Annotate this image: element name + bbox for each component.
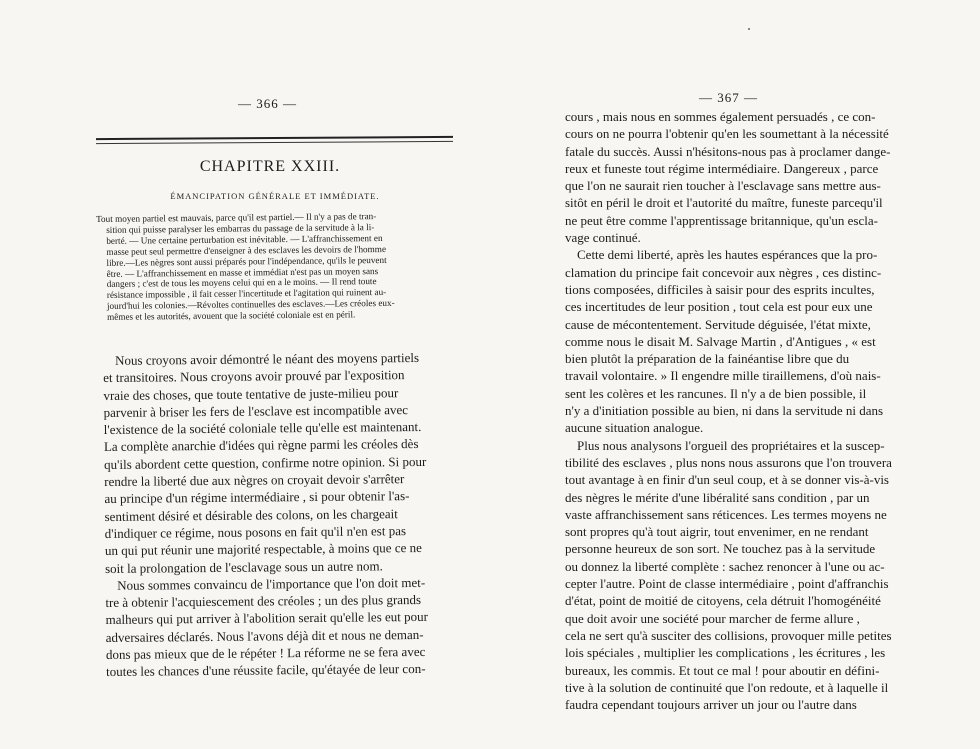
page-speck bbox=[748, 28, 750, 30]
text-line: ne peut être comme l'apprentissage britannique, qu'un escla- bbox=[565, 212, 878, 228]
text-line: cours , mais nous en sommes également persuadés , ce con- bbox=[565, 109, 876, 124]
text-line: tibilité des esclaves , plus nons nous assurons que l'on trouvera bbox=[565, 454, 892, 470]
text-line: vage continué. bbox=[565, 230, 641, 246]
summary-line: être. — L'affranchissement en masse et immédiat n'est pas un moyen sans bbox=[106, 265, 379, 279]
text-line: cela ne sert qu'à susciter des collisions, provoquer mille petites bbox=[565, 627, 892, 643]
text-line: des nègres le mérite d'une libéralité sans condition , par un bbox=[565, 489, 870, 505]
text-line: ou donnez la liberté complète : sachez renoncer à l'une ou ac- bbox=[565, 558, 885, 574]
text-line: parvenir à briser les fers de l'esclave est incompatible avec bbox=[103, 401, 409, 420]
text-line: et transitoires. Nous croyons avoir prouvé par l'exposition bbox=[103, 367, 405, 386]
summary-line: sition qui puisse paralyser les embarras du passage de la servitude à la li- bbox=[106, 221, 375, 235]
right-body-text bbox=[565, 108, 920, 713]
text-line: Cette demi liberté, après les hautes espérances que la pro- bbox=[577, 247, 878, 263]
text-line: clamation du principe fait concevoir aux nègres , ces distinc- bbox=[565, 264, 882, 280]
text-line: l'existence de la société coloniale telle qu'elle est maintenant. bbox=[103, 419, 422, 438]
header-rule-thin bbox=[96, 141, 453, 144]
text-line: fatale du succès. Aussi n'hésitons-nous pas à proclamer dange- bbox=[565, 143, 891, 159]
text-line: faudra cependant toujours arriver un jour ou l'autre dans bbox=[565, 697, 857, 713]
text-line: Nous sommes convaincu de l'importance que l'on doit met- bbox=[117, 574, 426, 593]
text-line: qu'ils abordent cette question, confirme notre opinion. Si pour bbox=[104, 453, 427, 472]
text-line: vaste affranchissement sans réticences. Les termes moyens ne bbox=[565, 506, 887, 522]
chapter-summary bbox=[96, 210, 451, 323]
text-line: n'y a d'initiation possible au bien, ni dans la servitude ni dans bbox=[565, 403, 884, 419]
summary-line: mêmes et les autorités, avouent que la société coloniale est en péril. bbox=[107, 309, 356, 323]
text-line: bureaux, les commis. Et tout ce mal ! pour aboutir en défini- bbox=[565, 662, 880, 678]
text-line: comme nous le disait M. Salvage Martin , d'Antigues , « est bbox=[565, 333, 876, 349]
text-line: adversaires déclarés. Nous l'avons déjà dit et nous ne deman- bbox=[105, 626, 424, 645]
text-line: malheurs qui put arriver à l'abolition serait qu'elle les eut pour bbox=[105, 609, 429, 628]
text-line: cepter l'autre. Point de classe intermédiaire , point d'affranchis bbox=[565, 576, 889, 592]
text-line: dons pas mieux que de le répéter ! La réforme ne se fera avec bbox=[105, 643, 426, 663]
text-line: sitôt en péril le droit et l'autorité du maître, funeste parcequ'il bbox=[565, 195, 883, 211]
header-rule-thick bbox=[96, 136, 453, 140]
text-line: lois spéciales , multiplier les complications , les écritures , les bbox=[565, 645, 886, 661]
text-line: travail volontaire. » Il engendre mille tiraillemens, d'où nais- bbox=[565, 368, 881, 384]
text-line: tions composées, difficiles à saisir pour des esprits incultes, bbox=[565, 281, 875, 297]
summary-line: berté. — Une certaine perturbation est inévitable. — L'affranchissement en bbox=[106, 232, 383, 246]
text-line: vraie des choses, que toute tentative de juste-milieu pour bbox=[103, 384, 399, 403]
page-number-left: — 366 — bbox=[238, 96, 297, 111]
text-line: bien plutôt la préparation de la fainéantise libre que du bbox=[565, 351, 850, 367]
text-line: tout avantage à en finir d'un seul coup, et à se donner vis-à-vis bbox=[565, 472, 889, 488]
chapter-title: CHAPITRE XXIII. bbox=[199, 158, 341, 175]
summary-line: jourd'hui les colonies.—Révoltes continuelles des esclaves.—Les créoles eux- bbox=[106, 298, 395, 312]
text-line: toutes les chances d'une réussite facile, qu'étayée de leur con- bbox=[105, 661, 426, 680]
text-line: sent les colères et les rancunes. Il n'y a de bien possible, il bbox=[565, 385, 867, 401]
text-line: reux et funeste tout régime intermédiaire. Dangereux , parce bbox=[565, 160, 879, 176]
text-line: cause de mécontentement. Servitude déguisée, l'état mixte, bbox=[565, 316, 871, 332]
text-line: Nous croyons avoir démontré le néant des moyens partiels bbox=[115, 349, 420, 368]
text-line: sont propres qu'à tout aigrir, tout envenimer, en ne rendant bbox=[565, 524, 869, 540]
text-line: que l'on ne saurait rien toucher à l'esclavage sans mettre aus- bbox=[565, 178, 881, 194]
chapter-subtitle: ÉMANCIPATION GÉNÉRALE ET IMMÉDIATE. bbox=[170, 191, 380, 201]
page-number-right: — 367 — bbox=[699, 90, 758, 105]
text-line: ces incertitudes de leur position , tout cela est pour eux une bbox=[565, 299, 873, 315]
summary-line: dangers ; c'est de tous les moyens celui qui en a le moins. — Il rend toute bbox=[106, 276, 377, 290]
text-line: aucune situation analogue. bbox=[565, 420, 704, 436]
text-line: cours on ne pourra l'obtenir qu'en les soumettant à la nécessité bbox=[565, 126, 889, 142]
text-line: La complète anarchie d'idées qui règne parmi les créoles dès bbox=[103, 436, 419, 455]
text-line: d'état, point de moitié de citoyens, cela détruit l'homogénéité bbox=[565, 593, 881, 609]
text-line: un qui put réunir une majorité respectable, à moins que ce ne bbox=[104, 540, 422, 559]
text-line: sentiment désiré et désirable des colons, on les chargeait bbox=[104, 505, 398, 524]
text-line: soit la prolongation de l'esclavage sous un autre nom. bbox=[105, 557, 383, 576]
text-line: personne heureux de son sort. Ne touchez pas à la servitude bbox=[565, 541, 876, 557]
text-line: tive à la solution de continuité que l'on redoute, et à laquelle il bbox=[565, 679, 889, 695]
left-body-text bbox=[103, 349, 466, 681]
summary-line: libre.—Les nègres sont aussi préparés pour l'indépendance, qu'ils le peuvent bbox=[106, 254, 387, 268]
summary-line: masse peut seul permettre d'enseigner à des esclaves les devoirs de l'homme bbox=[106, 243, 387, 257]
summary-line: Tout moyen partiel est mauvais, parce qu'il est partiel.— Il n'y a pas de tran- bbox=[96, 211, 377, 224]
text-line: que doit avoir une société pour marcher de ferme allure , bbox=[565, 610, 860, 626]
text-line: Plus nous analysons l'orgueil des propriétaires et la suscep- bbox=[577, 437, 885, 453]
text-line: rendre la liberté due aux nègres on croyait devoir s'arrêter bbox=[104, 471, 405, 490]
text-line: d'indiquer ce régime, nous posons en fait qu'il n'en est pas bbox=[104, 523, 407, 541]
text-line: tre à obtenir l'acquiescement des créoles ; un des plus grands bbox=[105, 592, 422, 611]
text-line: au principe d'un régime intermédiaire , si pour obtenir l'as- bbox=[104, 488, 410, 507]
summary-line: résistance impossible , il fait cesser l'incertitude et l'agitation qui ruinent au- bbox=[106, 287, 387, 301]
